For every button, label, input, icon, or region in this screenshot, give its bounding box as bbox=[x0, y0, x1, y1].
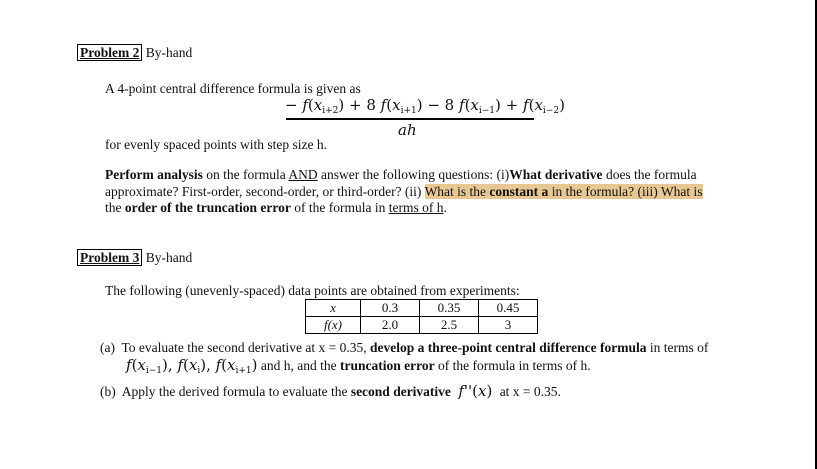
problem2-heading bbox=[77, 45, 192, 61]
x-value: 0.45 bbox=[479, 300, 538, 317]
task-and: AND bbox=[288, 167, 318, 182]
problem3-heading bbox=[77, 250, 192, 266]
f-header: f(x) bbox=[306, 317, 361, 334]
part-a-line2 bbox=[126, 356, 591, 376]
problem2-task-line3 bbox=[105, 200, 447, 216]
x-header: x bbox=[306, 300, 361, 317]
x-value: 0.35 bbox=[420, 300, 479, 317]
task-emph-derivative: What derivative bbox=[509, 167, 603, 182]
f-value: 3 bbox=[479, 317, 538, 334]
problem2-label: Problem 2 bbox=[77, 44, 142, 61]
problem2-intro: A 4-point central difference formula is given as bbox=[105, 81, 361, 96]
part-a-text: of the formula in terms of h. bbox=[434, 358, 591, 373]
task-text: answer the following questions: (i) bbox=[317, 167, 510, 182]
task-emph-perform: Perform analysis bbox=[105, 167, 203, 182]
problem2-spacing-note: for evenly spaced points with step size h. bbox=[105, 137, 327, 152]
part-b bbox=[100, 382, 561, 400]
task-text: . bbox=[443, 200, 447, 215]
task-text: approximate? First-order, second-order, or third-order? (ii) bbox=[105, 184, 425, 199]
part-a-emph: develop a three-point central difference formula bbox=[369, 340, 647, 355]
task-text: What is the bbox=[424, 184, 490, 199]
part-a-label: (a) bbox=[100, 340, 115, 355]
part-b-label: (b) bbox=[100, 384, 116, 399]
part-a-text: in terms of bbox=[646, 340, 709, 355]
part-b-function: f''(x) bbox=[458, 382, 493, 400]
problem3-mode: By-hand bbox=[145, 250, 193, 265]
task-text: does the formula bbox=[602, 167, 697, 182]
problem2-mode: By-hand bbox=[145, 45, 193, 60]
f-value: 2.0 bbox=[361, 317, 420, 334]
part-a-emph-truncation: truncation error bbox=[340, 358, 435, 373]
x-value: 0.3 bbox=[361, 300, 420, 317]
problem3-intro: The following (unevenly-spaced) data points are obtained from experiments: bbox=[105, 283, 520, 298]
part-a-text: To evaluate the second derivative at x = 0.35, bbox=[121, 340, 370, 355]
task-text: on the formula bbox=[202, 167, 289, 182]
formula-denominator: ah bbox=[398, 121, 417, 139]
part-a-text: and h, and the bbox=[260, 358, 340, 373]
task-emph-truncation: order of the truncation error bbox=[124, 200, 291, 215]
table-row bbox=[306, 317, 538, 334]
fraction-line bbox=[286, 118, 534, 120]
f-value: 2.5 bbox=[420, 317, 479, 334]
problem3-label: Problem 3 bbox=[77, 249, 142, 266]
part-a-line1 bbox=[100, 340, 708, 356]
table-row bbox=[306, 300, 538, 317]
problem2-task-line2 bbox=[105, 184, 703, 200]
part-b-emph: second derivative bbox=[350, 384, 451, 399]
problem2-task-line1 bbox=[105, 167, 697, 183]
data-table bbox=[305, 299, 538, 334]
formula-numerator: − $f(x_{i+2}) + 8$ $f(x_{i+1}) - 8$ $f(x_{i-1}) + f(x_{i-2})$ bbox=[285, 96, 565, 116]
part-b-text: at x = 0.35. bbox=[499, 384, 561, 399]
task-text: in the formula? (iii) What is bbox=[548, 184, 703, 199]
task-emph-constant: constant a bbox=[489, 184, 549, 199]
part-a-functions: $f(x_{i-1})$, $f(x_i)$, $f(x_{i+1})$ bbox=[126, 356, 258, 376]
part-b-text: Apply the derived formula to evaluate the bbox=[121, 384, 351, 399]
task-text: of the formula in bbox=[290, 200, 389, 215]
task-terms-of-h: terms of h bbox=[388, 200, 444, 215]
task-text: the bbox=[105, 200, 125, 215]
highlighted-question bbox=[425, 184, 703, 199]
